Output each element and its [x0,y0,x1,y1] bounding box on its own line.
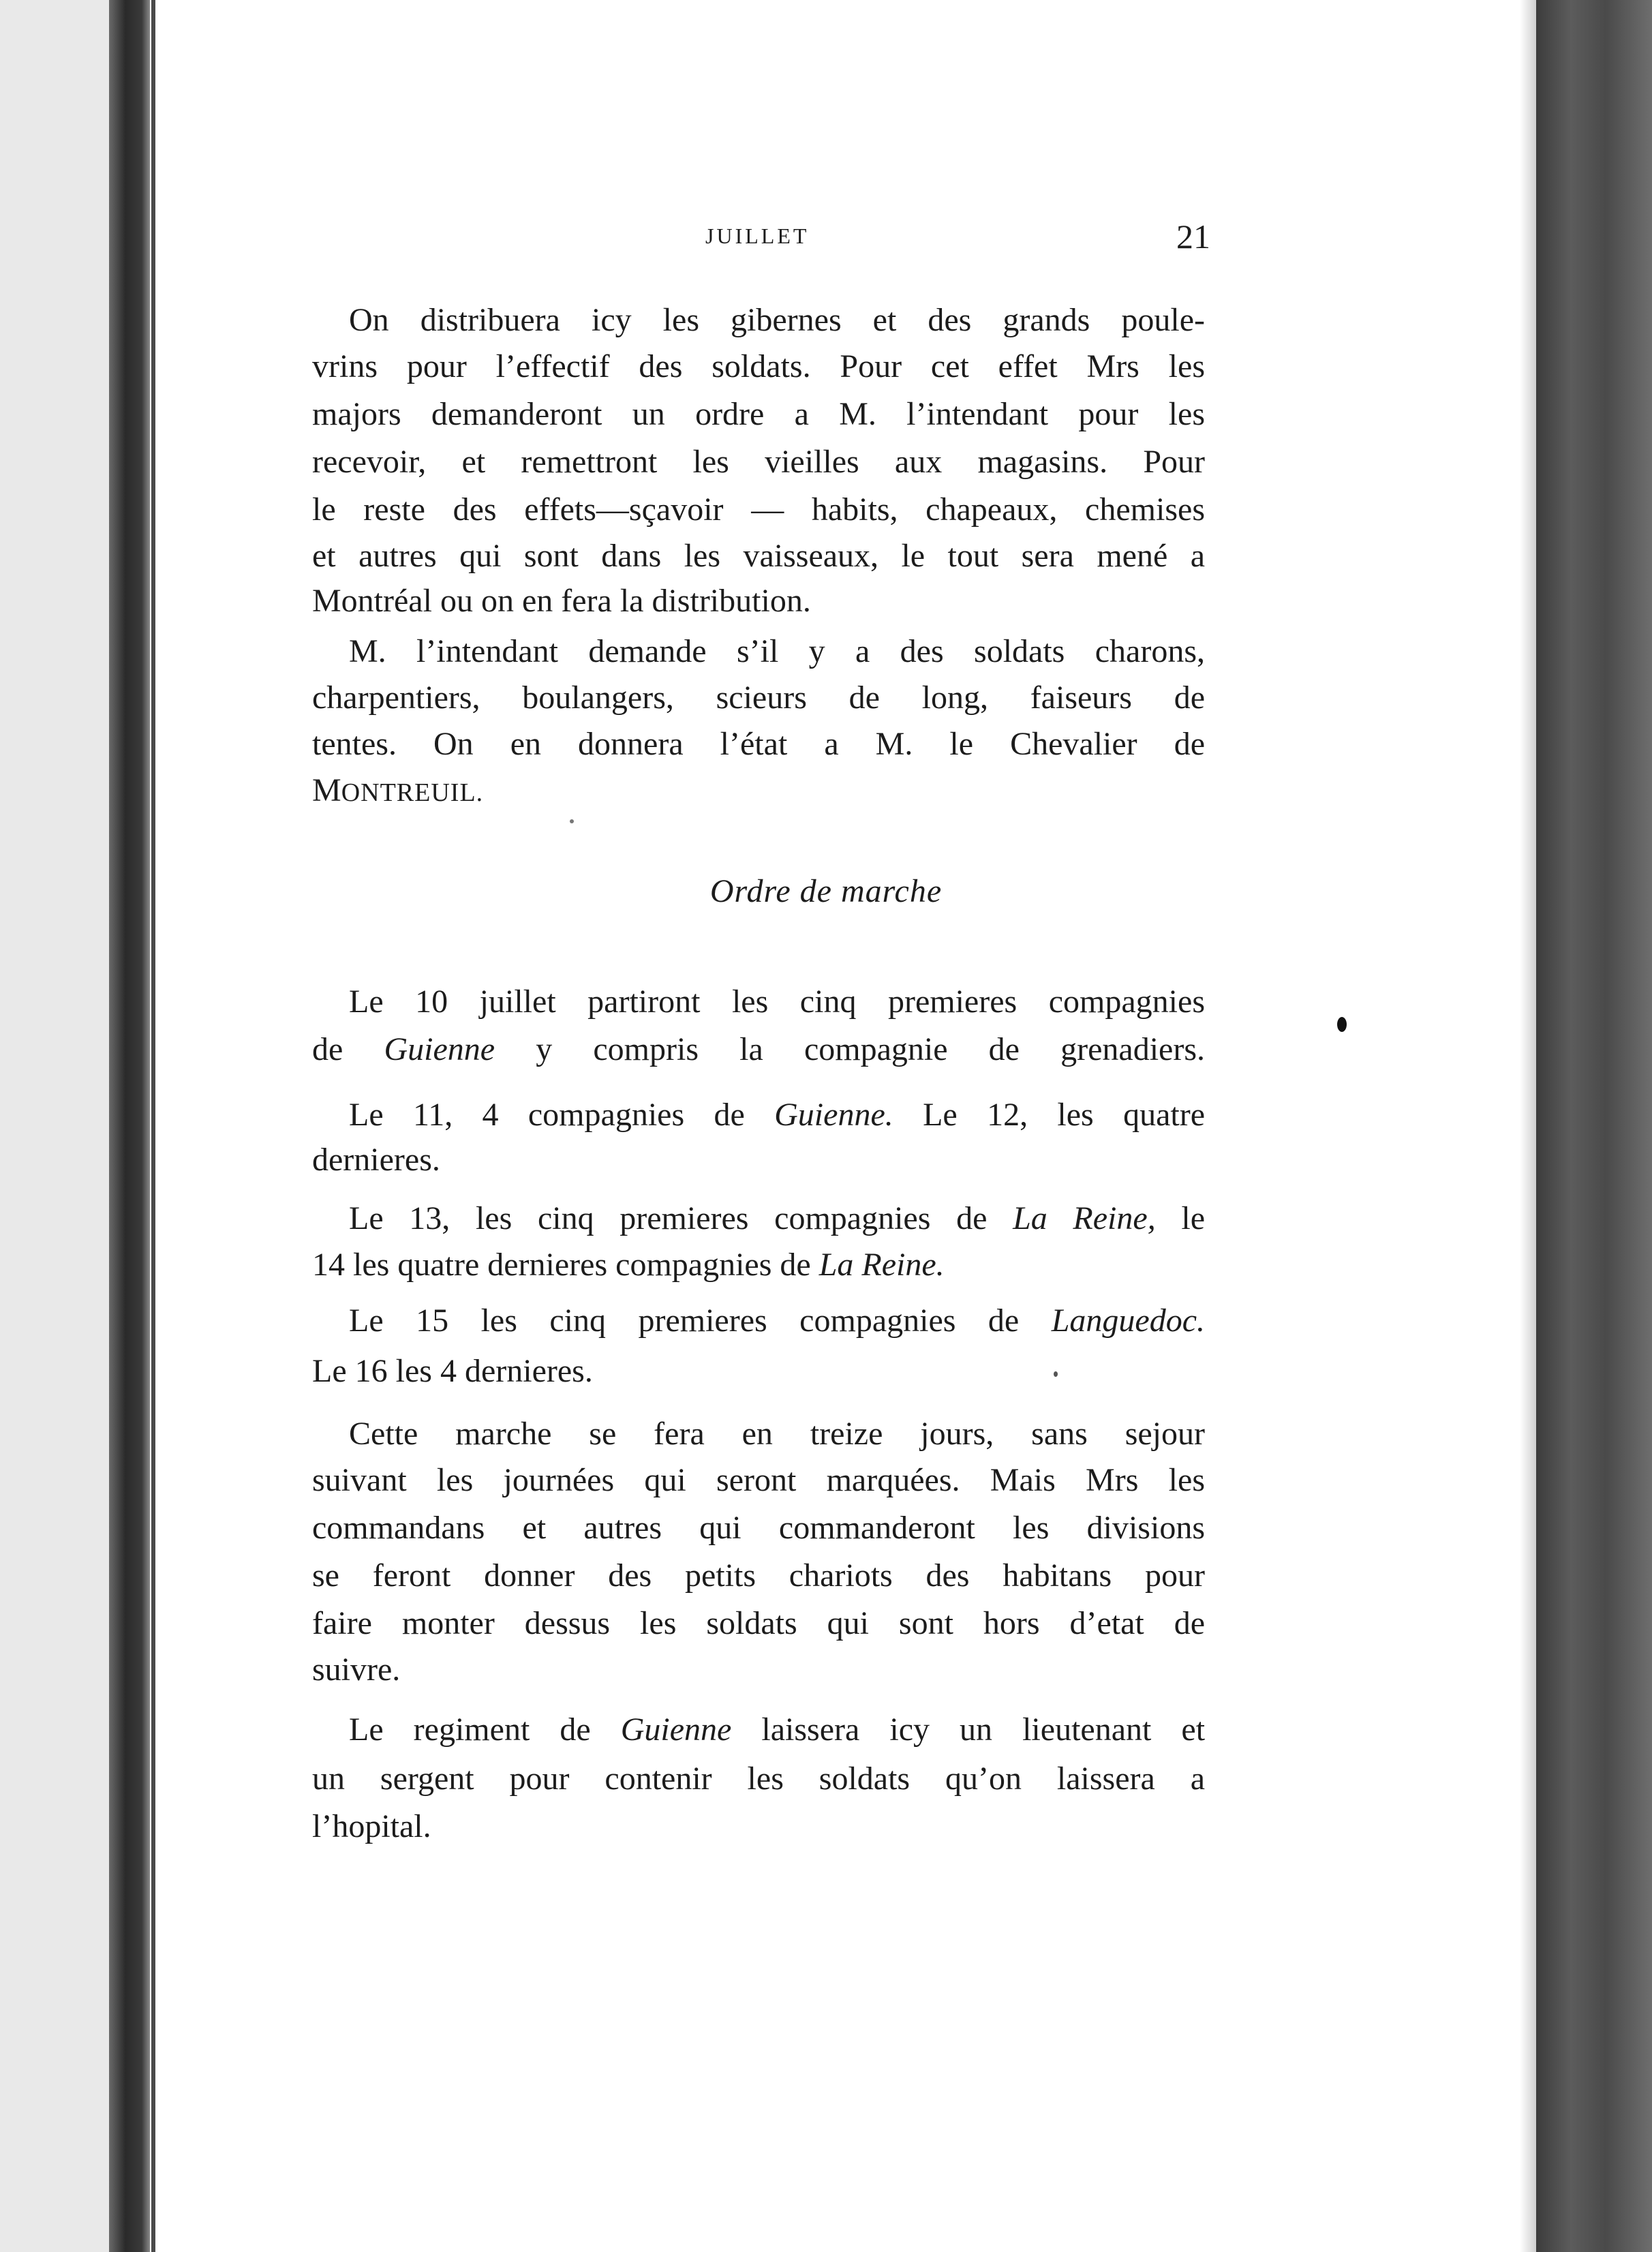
text-line: Le 13, les cinq premieres compagnies de La Reine, le [349,1200,1206,1236]
text-line: faire monter dessus les soldats qui sont hors d’etat de [312,1605,1205,1641]
text-line [312,770,483,813]
text-line: Le 10 juillet partiront les cinq premieres compagnies [349,984,1205,1020]
page-right-edge [1520,0,1536,2252]
text-line: vrins pour l’effectif des soldats. Pour cet effet Mrs les [312,348,1205,384]
ink-speck [1054,1371,1058,1377]
text-line: majors demanderont un ordre a M. l’intendant pour les [312,396,1205,432]
text-line: On distribuera icy les gibernes et des grands poule- [349,302,1205,338]
text-line: charpentiers, boulangers, scieurs de long, faiseurs de [312,680,1205,716]
text-line: le reste des effets—sçavoir — habits, chapeaux, chemises [312,491,1205,528]
text-line: Le 16 les 4 dernieres. [312,1353,593,1389]
text-line: un sergent pour contenir les soldats qu’on laissera a [312,1761,1205,1797]
section-heading: Ordre de marche [709,873,943,909]
running-head: JUILLET [705,224,810,248]
regiment-name: Guienne. [774,1097,893,1133]
page-edge-line [151,0,155,2252]
text-line: recevoir, et remettront les vieilles aux magasins. Pour [312,444,1205,480]
book-spine-shadow [109,0,150,2252]
text-line: dernieres. [312,1142,440,1178]
ink-speck [570,819,574,823]
ink-speck [1337,1017,1347,1032]
text-line: Le 15 les cinq premieres compagnies de Languedoc. [349,1303,1206,1339]
text-line: Le regiment de Guienne laissera icy un lieutenant et [349,1711,1206,1748]
regiment-name: Guienne [620,1711,732,1748]
text-line: Le 11, 4 compagnies de Guienne. Le 12, les quatre [349,1097,1205,1133]
text-line: de Guienne y compris la compagnie de grenadiers. [312,1031,1206,1067]
text-line: Montréal ou on en fera la distribution. [312,583,811,619]
name-small-caps: ONTREUIL. [341,778,484,807]
text-line: suivant les journées qui seront marquées. Mais Mrs les [312,1462,1205,1498]
text-line: 14 les quatre dernieres compagnies de La Reine. [312,1247,945,1283]
text-line: commandans et autres qui commanderont les divisions [312,1510,1205,1546]
scan-margin-left [0,0,109,2252]
text-line: se feront donner des petits chariots des habitans pour [312,1557,1205,1594]
regiment-name: Guienne [384,1031,495,1067]
text-line: M. l’intendant demande s’il y a des soldats charons, [349,633,1205,669]
name-initial: M [312,772,341,808]
text-line: suivre. [312,1652,401,1688]
regiment-name: Languedoc. [1051,1303,1206,1339]
text-line: et autres qui sont dans les vaisseaux, le tout sera mené a [312,538,1205,574]
regiment-name: La Reine. [819,1247,945,1283]
scan-margin-right [1536,0,1652,2252]
text-line: tentes. On en donnera l’état a M. le Chevalier de [312,726,1205,762]
text-line: Cette marche se fera en treize jours, sans sejour [349,1416,1205,1452]
page-number: 21 [1176,217,1210,256]
text-line: l’hopital. [312,1808,431,1844]
regiment-name: La Reine, [1013,1200,1156,1236]
